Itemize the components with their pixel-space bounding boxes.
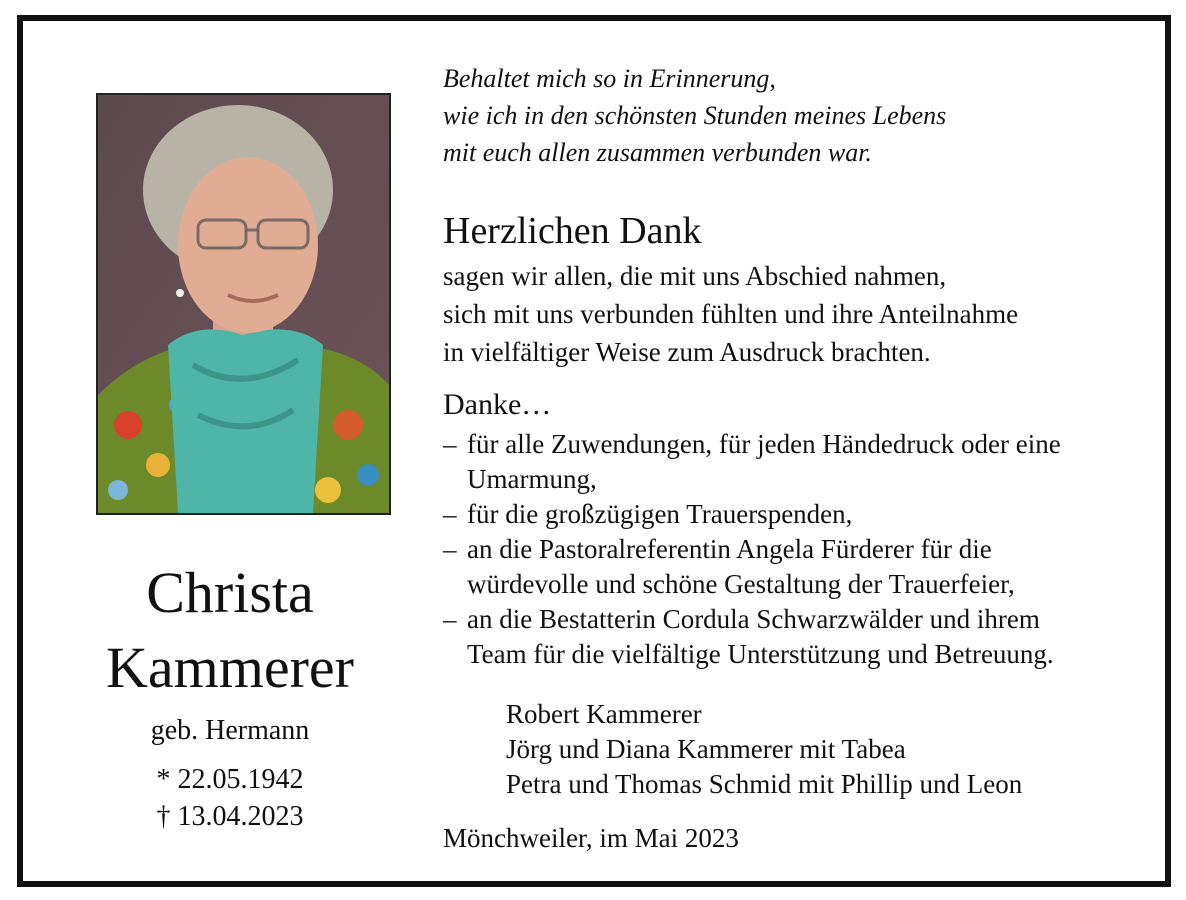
list-item [443, 602, 1153, 637]
list-item-continuation: Team für die vielfältige Unterstützung und Betreuung. [467, 639, 1054, 669]
thanks-text [443, 257, 1018, 371]
motto-line: wie ich in den schönsten Stunden meines Lebens [443, 101, 947, 130]
list-item [443, 532, 1153, 567]
motto-line: mit euch allen zusammen verbunden war. [443, 138, 872, 167]
birth-date: * 22.05.1942 [156, 764, 304, 795]
portrait-photo [96, 93, 391, 515]
danke-heading: Danke… [443, 388, 552, 421]
thanks-line: sich mit uns verbunden fühlten und ihre Anteilnahme [443, 299, 1019, 329]
last-name: Kammerer [106, 635, 354, 700]
place-date: Mönchweiler, im Mai 2023 [443, 823, 739, 853]
death-date: † 13.04.2023 [156, 801, 304, 832]
list-item-continuation: Umarmung, [467, 464, 597, 494]
signature-line: Jörg und Diana Kammerer mit Tabea [506, 734, 906, 764]
dash-marker: – [443, 534, 457, 564]
signature-line: Robert Kammerer [506, 699, 702, 729]
thanks-line: in vielfältiger Weise zum Ausdruck brachten. [443, 337, 931, 367]
birth-name: geb. Hermann [150, 715, 310, 746]
danke-list [443, 427, 1153, 672]
signature-line: Petra und Thomas Schmid mit Phillip und Leon [506, 769, 1023, 799]
dash-marker: – [443, 604, 457, 634]
list-item-text: für die großzügigen Trauerspenden, [467, 499, 853, 529]
list-item-text: an die Pastoralreferentin Angela Fürderer für die [467, 534, 992, 564]
list-item [443, 427, 1153, 462]
first-name: Christa [146, 560, 314, 625]
motto-line: Behaltet mich so in Erinnerung, [443, 64, 776, 93]
list-item-text: für alle Zuwendungen, für jeden Händedruck oder eine [467, 429, 1061, 459]
list-item-continuation: würdevolle und schöne Gestaltung der Trauerfeier, [467, 569, 1015, 599]
list-item [443, 497, 1153, 532]
thanks-line: sagen wir allen, die mit uns Abschied nahmen, [443, 261, 947, 291]
dash-marker: – [443, 499, 457, 529]
motto-quote [443, 60, 946, 171]
list-item-text: an die Bestatterin Cordula Schwarzwälder und ihrem [467, 604, 1040, 634]
signatures [506, 697, 1022, 802]
dash-marker: – [443, 429, 457, 459]
thanks-heading: Herzlichen Dank [443, 210, 702, 252]
